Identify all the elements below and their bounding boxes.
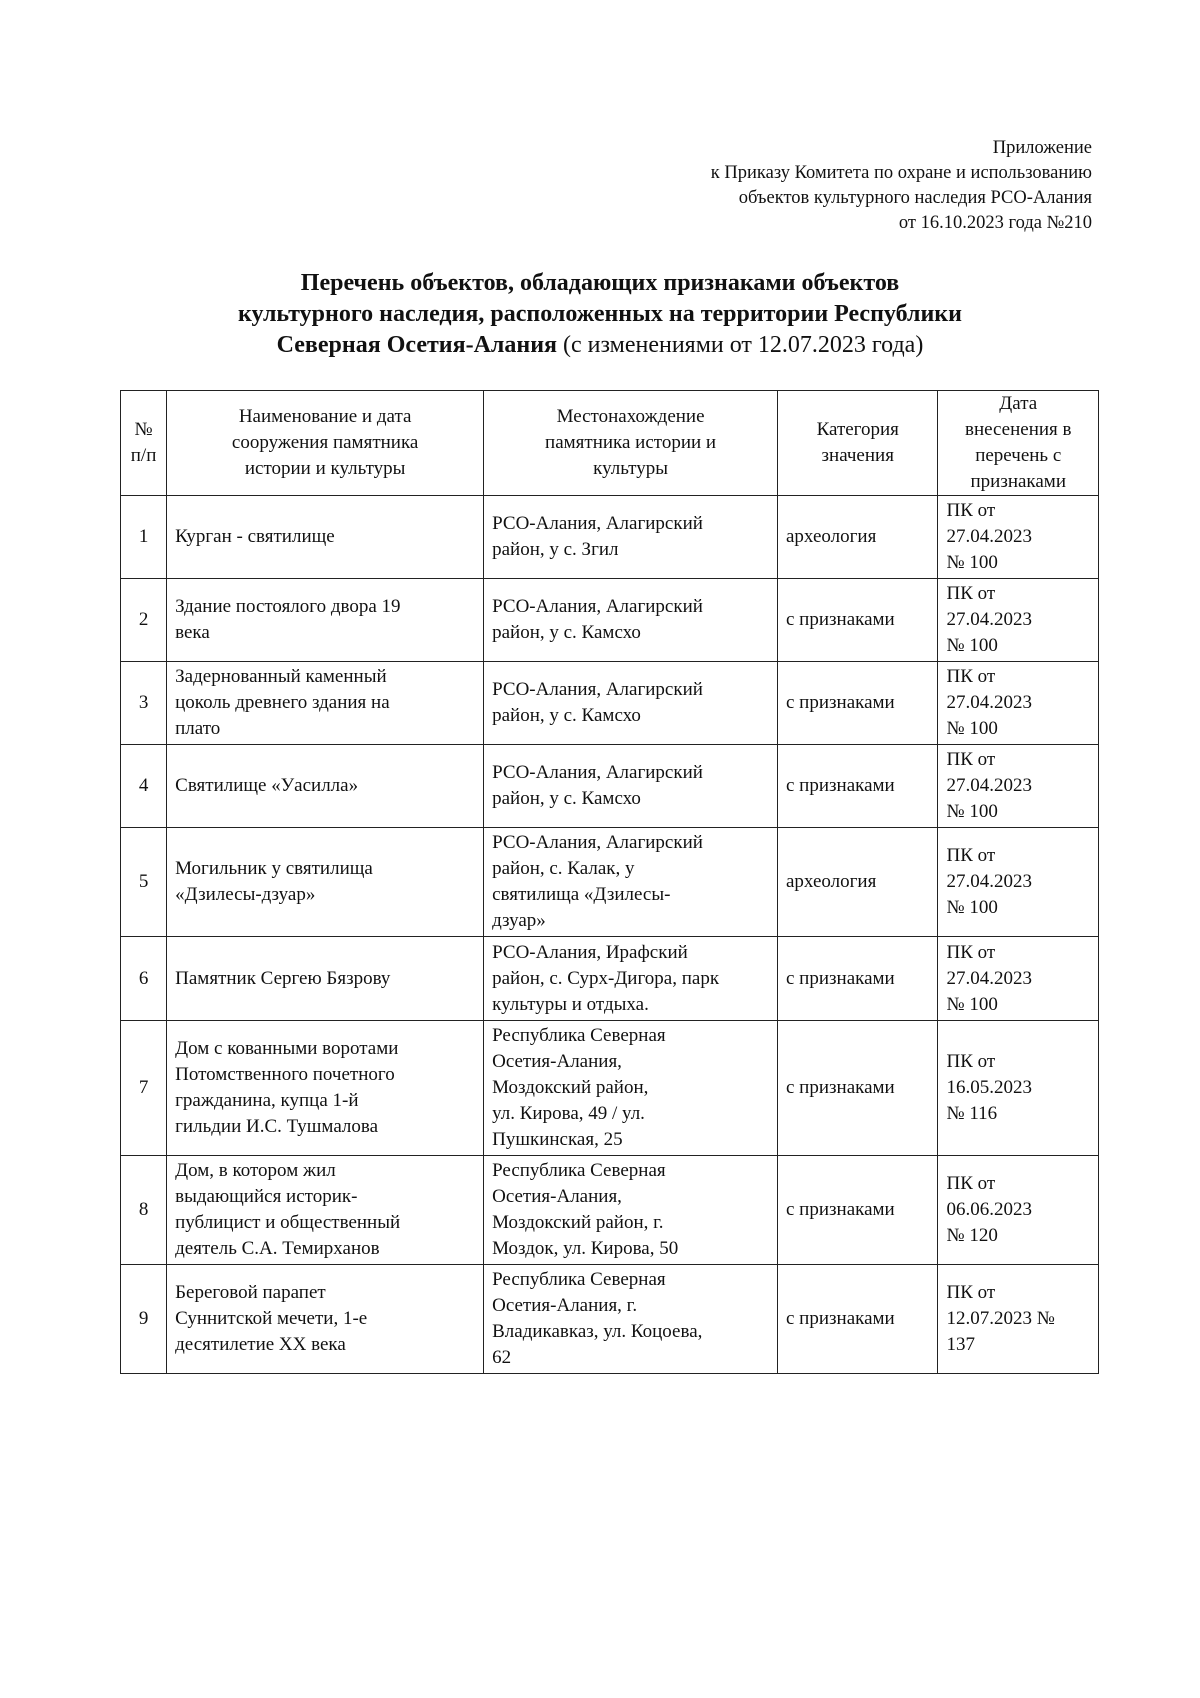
row-number: 1: [121, 496, 167, 579]
header-category: Категория значения: [778, 391, 938, 496]
row-number: 3: [121, 662, 167, 745]
inclusion-date: ПК от 27.04.2023 № 100: [938, 828, 1099, 937]
object-location: РСО-Алания, Алагирский район, у с. Камсхо: [484, 662, 778, 745]
object-name: Береговой парапет Суннитской мечети, 1-е десятилетие XX века: [167, 1265, 484, 1374]
committee-scope: объектов культурного наследия РСО-Алания: [738, 188, 1092, 208]
inclusion-date: ПК от 12.07.2023 № 137: [938, 1265, 1099, 1374]
object-name: Задернованный каменный цоколь древнего здания на плато: [167, 662, 484, 745]
document-title: [150, 268, 1050, 361]
object-category: археология: [778, 496, 938, 579]
inclusion-date: ПК от 16.05.2023 № 116: [938, 1021, 1099, 1156]
table-header-row: [121, 391, 1099, 496]
inclusion-date: ПК от 27.04.2023 № 100: [938, 745, 1099, 828]
title-line-3-amendment: (с изменениями от 12.07.2023 года): [557, 332, 924, 358]
object-name: Здание постоялого двора 19 века: [167, 579, 484, 662]
appendix-header: [392, 136, 1092, 236]
table-row: [121, 579, 1099, 662]
object-category: с признаками: [778, 1156, 938, 1265]
inclusion-date: ПК от 06.06.2023 № 120: [938, 1156, 1099, 1265]
row-number: 4: [121, 745, 167, 828]
row-number: 9: [121, 1265, 167, 1374]
row-number: 5: [121, 828, 167, 937]
appendix-label: Приложение: [992, 138, 1092, 158]
object-location: РСО-Алания, Алагирский район, у с. Згил: [484, 496, 778, 579]
object-location: РСО-Алания, Алагирский район, с. Калак, у святилища «Дзилесы- дзуар»: [484, 828, 778, 937]
object-category: с признаками: [778, 579, 938, 662]
title-line-1: Перечень объектов, обладающих признаками объектов: [300, 270, 900, 296]
object-category: с признаками: [778, 745, 938, 828]
table-row: [121, 745, 1099, 828]
object-location: РСО-Алания, Ирафский район, с. Сурх-Дигора, парк культуры и отдыха.: [484, 937, 778, 1021]
table-row: [121, 1265, 1099, 1374]
row-number: 7: [121, 1021, 167, 1156]
heritage-objects-table: [120, 390, 1099, 1374]
header-name: Наименование и дата сооружения памятника истории и культуры: [167, 391, 484, 496]
object-location: РСО-Алания, Алагирский район, у с. Камсхо: [484, 745, 778, 828]
table-row: [121, 662, 1099, 745]
table-row: [121, 1156, 1099, 1265]
header-location: Местонахождение памятника истории и культуры: [484, 391, 778, 496]
order-reference: к Приказу Комитета по охране и использованию: [710, 163, 1092, 183]
object-name: Могильник у святилища «Дзилесы-дзуар»: [167, 828, 484, 937]
object-location: Республика Северная Осетия-Алания, Моздокский район, ул. Кирова, 49 / ул. Пушкинская, 25: [484, 1021, 778, 1156]
object-category: с признаками: [778, 1265, 938, 1374]
object-category: с признаками: [778, 1021, 938, 1156]
row-number: 8: [121, 1156, 167, 1265]
object-location: РСО-Алания, Алагирский район, у с. Камсхо: [484, 579, 778, 662]
object-name: Святилище «Уасилла»: [167, 745, 484, 828]
inclusion-date: ПК от 27.04.2023 № 100: [938, 579, 1099, 662]
row-number: 2: [121, 579, 167, 662]
object-name: Памятник Сергею Бязрову: [167, 937, 484, 1021]
table-row: [121, 828, 1099, 937]
object-location: Республика Северная Осетия-Алания, г. Владикавказ, ул. Коцоева, 62: [484, 1265, 778, 1374]
table-row: [121, 937, 1099, 1021]
title-line-3-bold: Северная Осетия-Алания: [276, 332, 558, 358]
order-date-number: от 16.10.2023 года №210: [898, 213, 1092, 233]
object-location: Республика Северная Осетия-Алания, Моздокский район, г. Моздок, ул. Кирова, 50: [484, 1156, 778, 1265]
inclusion-date: ПК от 27.04.2023 № 100: [938, 937, 1099, 1021]
inclusion-date: ПК от 27.04.2023 № 100: [938, 496, 1099, 579]
object-name: Дом с кованными воротами Потомственного почетного гражданина, купца 1-й гильдии И.С. Тушмалова: [167, 1021, 484, 1156]
header-number: № п/п: [121, 391, 167, 496]
header-date: Дата внесенения в перечень с признаками: [938, 391, 1099, 496]
object-name: Дом, в котором жил выдающийся историк- публицист и общественный деятель С.А. Темирханов: [167, 1156, 484, 1265]
object-category: с признаками: [778, 937, 938, 1021]
inclusion-date: ПК от 27.04.2023 № 100: [938, 662, 1099, 745]
title-line-2: культурного наследия, расположенных на территории Республики: [238, 301, 962, 327]
object-category: с признаками: [778, 662, 938, 745]
object-name: Курган - святилище: [167, 496, 484, 579]
table-row: [121, 1021, 1099, 1156]
row-number: 6: [121, 937, 167, 1021]
table-row: [121, 496, 1099, 579]
object-category: археология: [778, 828, 938, 937]
